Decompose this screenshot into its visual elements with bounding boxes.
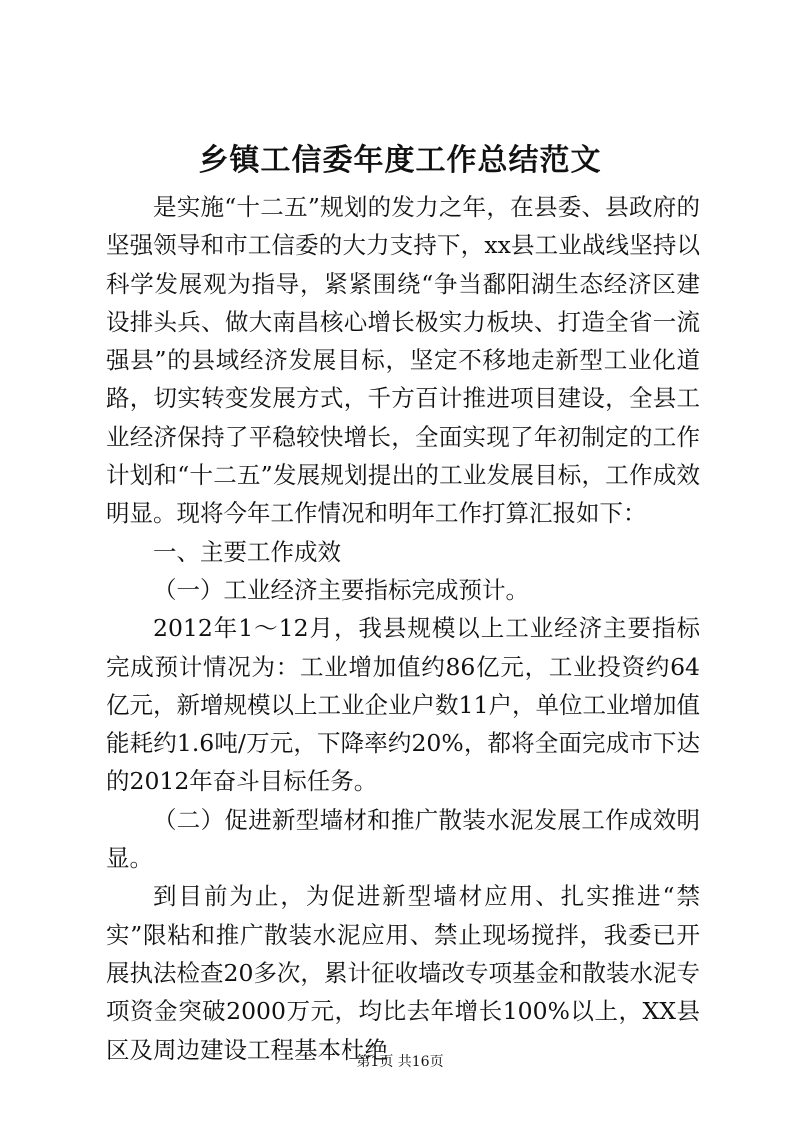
document-title: 乡镇工信委年度工作总结范文 <box>198 143 602 178</box>
wall-materials-paragraph: 到目前为止，为促进新型墙材应用、扎实推进“禁实”限粘和推广散装水泥应用、禁止现场搅拌，我委已开展执法检查20多次，累计征收墙改专项基金和散装水泥专项资金突破2000万元，均比去年增长100%以上，XX县区及周边建设工程基本杜绝 <box>106 882 700 1064</box>
indicators-paragraph: 2012年1～12月，我县规模以上工业经济主要指标完成预计情况为：工业增加值约86亿元，工业投资约64亿元，新增规模以上工业企业户数11户，单位工业增加值能耗约1.6吨/万元，下降率约20%，都将全面完成市下达的2012年奋斗目标任务。 <box>106 614 700 796</box>
subsection-heading-wall-materials: （二）促进新型墙材和推广散装水泥发展工作成效明显。 <box>106 805 700 873</box>
page-number-footer: 第1页 共16页 <box>356 1054 444 1070</box>
subsection-heading-indicators: （一）工业经济主要指标完成预计。 <box>153 575 529 604</box>
intro-paragraph: 是实施“十二五”规划的发力之年，在县委、县政府的坚强领导和市工信委的大力支持下，xx县工业战线坚持以科学发展观为指导，紧紧围绕“争当鄱阳湖生态经济区建设排头兵、做大南昌核心增长极实力板块、打造全省一流强县”的县域经济发展目标，坚定不移地走新型工业化道路，切实转变发展方式，千方百计推进项目建设，全县工业经济保持了平稳较快增长，全面实现了年初制定的工作计划和“十二五”发展规划提出的工业发展目标，工作成效明显。现将今年工作情况和明年工作打算汇报如下： <box>106 193 700 528</box>
document-body <box>106 188 700 1069</box>
section-heading-main-results: 一、主要工作成效 <box>153 537 341 566</box>
